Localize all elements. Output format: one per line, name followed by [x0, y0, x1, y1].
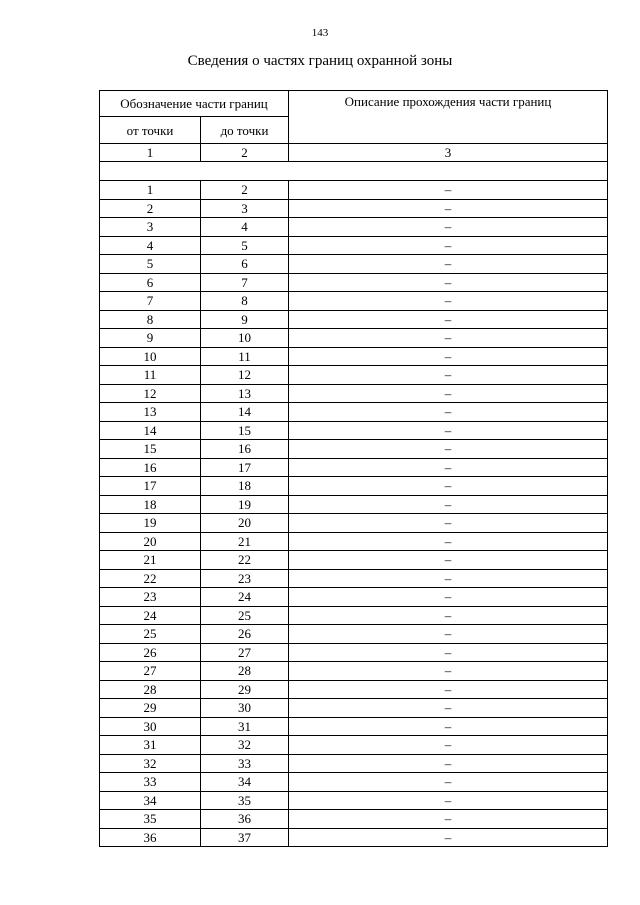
- table-row: [100, 625, 608, 644]
- table-header-row: [100, 91, 608, 117]
- to-point-cell: 21: [201, 532, 289, 551]
- column-number-1: 1: [100, 144, 201, 162]
- table-row: [100, 477, 608, 496]
- description-cell: –: [289, 366, 608, 385]
- table-row: [100, 218, 608, 237]
- from-point-cell: 36: [100, 828, 201, 847]
- from-point-cell: 33: [100, 773, 201, 792]
- table-row: [100, 754, 608, 773]
- from-point-cell: 26: [100, 643, 201, 662]
- from-point-cell: 4: [100, 236, 201, 255]
- header-description: Описание прохождения части границ: [289, 91, 608, 144]
- table-row: [100, 773, 608, 792]
- blank-cell: [100, 162, 608, 181]
- table-row: [100, 273, 608, 292]
- table-row: [100, 421, 608, 440]
- description-cell: –: [289, 588, 608, 607]
- from-point-cell: 12: [100, 384, 201, 403]
- from-point-cell: 1: [100, 181, 201, 200]
- description-cell: –: [289, 403, 608, 422]
- description-cell: –: [289, 514, 608, 533]
- header-to-point: до точки: [201, 117, 289, 144]
- to-point-cell: 35: [201, 791, 289, 810]
- from-point-cell: 8: [100, 310, 201, 329]
- table-row: [100, 569, 608, 588]
- from-point-cell: 20: [100, 532, 201, 551]
- from-point-cell: 9: [100, 329, 201, 348]
- table-row: [100, 458, 608, 477]
- table-row: [100, 588, 608, 607]
- to-point-cell: 22: [201, 551, 289, 570]
- description-cell: –: [289, 680, 608, 699]
- to-point-cell: 25: [201, 606, 289, 625]
- to-point-cell: 15: [201, 421, 289, 440]
- description-cell: –: [289, 199, 608, 218]
- description-cell: –: [289, 255, 608, 274]
- to-point-cell: 19: [201, 495, 289, 514]
- to-point-cell: 12: [201, 366, 289, 385]
- table-row: [100, 736, 608, 755]
- from-point-cell: 5: [100, 255, 201, 274]
- description-cell: –: [289, 717, 608, 736]
- description-cell: –: [289, 551, 608, 570]
- description-cell: –: [289, 236, 608, 255]
- table-row: [100, 440, 608, 459]
- to-point-cell: 27: [201, 643, 289, 662]
- to-point-cell: 37: [201, 828, 289, 847]
- from-point-cell: 13: [100, 403, 201, 422]
- from-point-cell: 11: [100, 366, 201, 385]
- to-point-cell: 3: [201, 199, 289, 218]
- table-row: [100, 329, 608, 348]
- from-point-cell: 10: [100, 347, 201, 366]
- description-cell: –: [289, 273, 608, 292]
- to-point-cell: 2: [201, 181, 289, 200]
- to-point-cell: 9: [201, 310, 289, 329]
- from-point-cell: 18: [100, 495, 201, 514]
- from-point-cell: 23: [100, 588, 201, 607]
- table-row: [100, 791, 608, 810]
- table-row: [100, 606, 608, 625]
- description-cell: –: [289, 625, 608, 644]
- to-point-cell: 4: [201, 218, 289, 237]
- from-point-cell: 35: [100, 810, 201, 829]
- to-point-cell: 31: [201, 717, 289, 736]
- table-row: [100, 292, 608, 311]
- description-cell: –: [289, 458, 608, 477]
- description-cell: –: [289, 773, 608, 792]
- to-point-cell: 10: [201, 329, 289, 348]
- table-row: [100, 366, 608, 385]
- description-cell: –: [289, 292, 608, 311]
- to-point-cell: 8: [201, 292, 289, 311]
- description-cell: –: [289, 810, 608, 829]
- from-point-cell: 3: [100, 218, 201, 237]
- from-point-cell: 16: [100, 458, 201, 477]
- description-cell: –: [289, 218, 608, 237]
- to-point-cell: 16: [201, 440, 289, 459]
- to-point-cell: 34: [201, 773, 289, 792]
- to-point-cell: 28: [201, 662, 289, 681]
- description-cell: –: [289, 699, 608, 718]
- to-point-cell: 5: [201, 236, 289, 255]
- to-point-cell: 7: [201, 273, 289, 292]
- description-cell: –: [289, 181, 608, 200]
- from-point-cell: 30: [100, 717, 201, 736]
- table-row: [100, 199, 608, 218]
- from-point-cell: 2: [100, 199, 201, 218]
- description-cell: –: [289, 791, 608, 810]
- to-point-cell: 26: [201, 625, 289, 644]
- blank-row: [100, 162, 608, 181]
- from-point-cell: 22: [100, 569, 201, 588]
- description-cell: –: [289, 606, 608, 625]
- description-cell: –: [289, 643, 608, 662]
- from-point-cell: 34: [100, 791, 201, 810]
- document-title: Сведения о частях границ охранной зоны: [187, 53, 453, 69]
- description-cell: –: [289, 477, 608, 496]
- table-row: [100, 532, 608, 551]
- table-row: [100, 310, 608, 329]
- description-cell: –: [289, 384, 608, 403]
- table-row: [100, 680, 608, 699]
- header-boundary-designation: Обозначение части границ: [100, 91, 289, 117]
- from-point-cell: 29: [100, 699, 201, 718]
- description-cell: –: [289, 569, 608, 588]
- to-point-cell: 14: [201, 403, 289, 422]
- to-point-cell: 29: [201, 680, 289, 699]
- table-row: [100, 717, 608, 736]
- table-row: [100, 403, 608, 422]
- description-cell: –: [289, 329, 608, 348]
- table-row: [100, 347, 608, 366]
- from-point-cell: 6: [100, 273, 201, 292]
- to-point-cell: 36: [201, 810, 289, 829]
- to-point-cell: 11: [201, 347, 289, 366]
- from-point-cell: 25: [100, 625, 201, 644]
- to-point-cell: 17: [201, 458, 289, 477]
- from-point-cell: 14: [100, 421, 201, 440]
- from-point-cell: 28: [100, 680, 201, 699]
- table-row: [100, 236, 608, 255]
- description-cell: –: [289, 736, 608, 755]
- description-cell: –: [289, 532, 608, 551]
- table-row: [100, 181, 608, 200]
- to-point-cell: 13: [201, 384, 289, 403]
- from-point-cell: 21: [100, 551, 201, 570]
- table-row: [100, 810, 608, 829]
- to-point-cell: 30: [201, 699, 289, 718]
- to-point-cell: 6: [201, 255, 289, 274]
- table-row: [100, 699, 608, 718]
- table-row: [100, 495, 608, 514]
- column-number-row: [100, 144, 608, 162]
- table-row: [100, 384, 608, 403]
- from-point-cell: 32: [100, 754, 201, 773]
- table-row: [100, 514, 608, 533]
- table-row: [100, 643, 608, 662]
- description-cell: –: [289, 495, 608, 514]
- from-point-cell: 24: [100, 606, 201, 625]
- from-point-cell: 27: [100, 662, 201, 681]
- table-row: [100, 551, 608, 570]
- from-point-cell: 7: [100, 292, 201, 311]
- table-row: [100, 255, 608, 274]
- from-point-cell: 17: [100, 477, 201, 496]
- table-row: [100, 828, 608, 847]
- to-point-cell: 23: [201, 569, 289, 588]
- to-point-cell: 33: [201, 754, 289, 773]
- description-cell: –: [289, 662, 608, 681]
- page-number: 143: [311, 27, 329, 39]
- to-point-cell: 20: [201, 514, 289, 533]
- to-point-cell: 24: [201, 588, 289, 607]
- description-cell: –: [289, 440, 608, 459]
- from-point-cell: 15: [100, 440, 201, 459]
- from-point-cell: 19: [100, 514, 201, 533]
- table-row: [100, 662, 608, 681]
- to-point-cell: 18: [201, 477, 289, 496]
- description-cell: –: [289, 421, 608, 440]
- header-from-point: от точки: [100, 117, 201, 144]
- description-cell: –: [289, 828, 608, 847]
- from-point-cell: 31: [100, 736, 201, 755]
- boundary-parts-table: [99, 90, 608, 847]
- description-cell: –: [289, 347, 608, 366]
- to-point-cell: 32: [201, 736, 289, 755]
- column-number-3: 3: [289, 144, 608, 162]
- description-cell: –: [289, 310, 608, 329]
- description-cell: –: [289, 754, 608, 773]
- column-number-2: 2: [201, 144, 289, 162]
